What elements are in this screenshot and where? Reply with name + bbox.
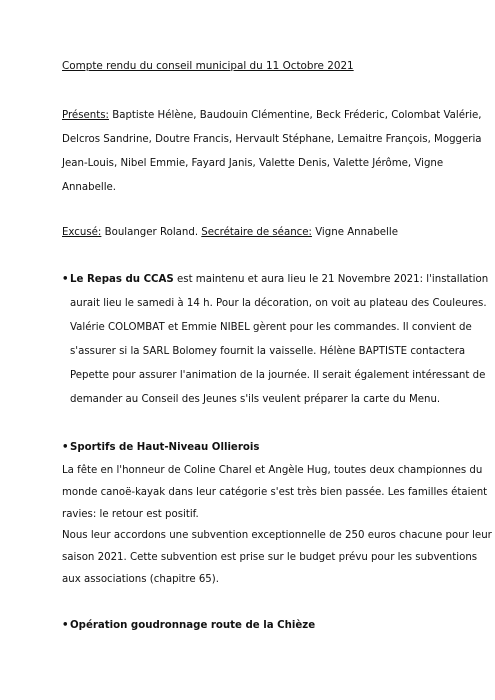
- section-1-first-line: [62, 273, 488, 286]
- section-1-line-2: aurait lieu le samedi à 14 h. Pour la décoration, on voit au plateau des Couleures.: [70, 298, 487, 309]
- section-3-heading: Opération goudronnage route de la Chièze: [70, 620, 316, 631]
- section-1-line-5: Pepette pour assurer l'animation de la journée. Il serait également intéressant de: [70, 370, 486, 381]
- section-2-line-3: ravies: le retour est positif.: [62, 509, 199, 520]
- presents-line-4: Annabelle.: [62, 182, 117, 193]
- section-2-line-2: monde canoë-kayak dans leur catégorie s'est très bien passée. Les familles étaient: [62, 487, 488, 498]
- bullet: •: [62, 442, 69, 453]
- section-2-line-5: saison 2021. Cette subvention est prise sur le budget prévu pour les subventions: [62, 552, 478, 563]
- presents-label: Présents:: [62, 110, 109, 121]
- presents-line-1: [62, 109, 482, 122]
- section-2-line-6: aux associations (chapitre 65).: [62, 574, 220, 585]
- presents-line-2: Delcros Sandrine, Doutre Francis, Hervault Stéphane, Lemaitre François, Moggeria: [62, 134, 482, 145]
- section-1-line-6: demander au Conseil des Jeunes s'ils veulent préparer la carte du Menu.: [70, 394, 441, 405]
- section-2-line-1: La fête en l'honneur de Coline Charel et Angèle Hug, toutes deux championnes du: [62, 465, 483, 476]
- bullet: •: [62, 274, 69, 285]
- document-title: Compte rendu du conseil municipal du 11 Octobre 2021: [62, 60, 354, 72]
- section-2-heading-line: [62, 441, 259, 454]
- section-1-line-3: Valérie COLOMBAT et Emmie NIBEL gèrent pour les commandes. Il convient de: [70, 322, 472, 333]
- excuse-value: Boulanger Roland.: [101, 227, 202, 238]
- bullet: •: [62, 620, 69, 631]
- section-2-heading: Sportifs de Haut-Niveau Ollierois: [70, 442, 260, 453]
- presents-text-1: Baptiste Hélène, Baudouin Clémentine, Beck Fréderic, Colombat Valérie,: [112, 110, 482, 121]
- section-1-first-rest: est maintenu et aura lieu le 21 Novembre 2021: l'installation: [173, 274, 489, 285]
- presents-line-3: Jean-Louis, Nibel Emmie, Fayard Janis, Valette Denis, Valette Jérôme, Vigne: [62, 158, 444, 169]
- section-2-line-4: Nous leur accordons une subvention exceptionnelle de 250 euros chacune pour leur: [62, 530, 492, 541]
- section-1-line-4: s'assurer si la SARL Bolomey fournit la vaisselle. Hélène BAPTISTE contactera: [70, 346, 466, 357]
- section-3-heading-line: [62, 619, 315, 632]
- section-1-heading: Le Repas du CCAS: [70, 274, 174, 285]
- excuse-line: [62, 226, 398, 239]
- excuse-label: Excusé:: [62, 227, 102, 238]
- secretaire-label: Secrétaire de séance:: [201, 227, 312, 238]
- secretaire-value: Vigne Annabelle: [311, 227, 398, 238]
